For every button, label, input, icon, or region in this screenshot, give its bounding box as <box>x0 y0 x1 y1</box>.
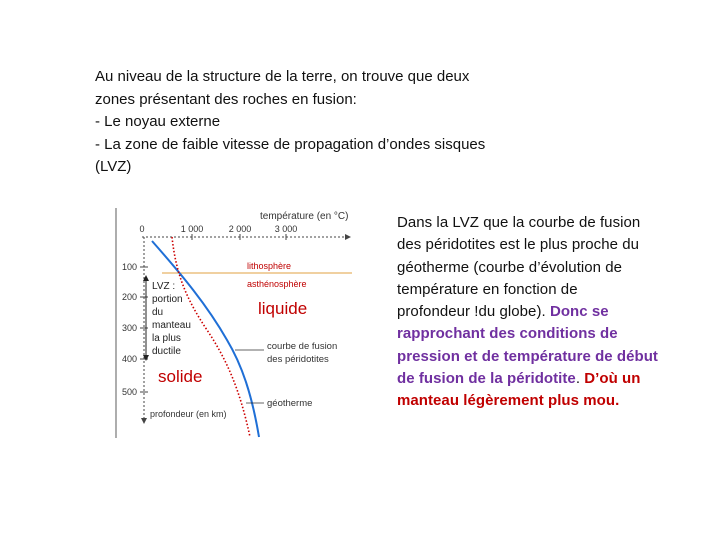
lvz-line-4: manteau <box>152 320 191 331</box>
intro-line-3: - Le noyau externe <box>95 113 221 130</box>
lvz-line-3: du <box>152 307 164 318</box>
temp-tick-0: 0 <box>139 224 145 234</box>
geotherm-figure <box>112 205 362 440</box>
explanation-line-2: des péridotites est le plus proche du <box>397 236 639 254</box>
explanation-line-5 <box>397 301 687 323</box>
explanation-line-6: rapprochant des conditions de <box>397 325 618 343</box>
lvz-line-2: portion <box>152 294 183 305</box>
depth-tick-200: 200 <box>122 292 138 302</box>
explanation-line-9: manteau légèrement plus mou. <box>397 392 620 410</box>
explanation-text <box>397 212 687 413</box>
lvz-line-1: LVZ : <box>152 281 176 292</box>
fusion-curve-label-2: des péridotites <box>267 354 329 365</box>
depth-tick-100: 100 <box>122 262 138 272</box>
asthenosphere-label: asthénosphère <box>247 279 307 289</box>
temp-tick-3000: 3 000 <box>274 224 298 234</box>
depth-axis-label: profondeur (en km) <box>150 409 227 419</box>
solid-region-label: solide <box>158 367 203 386</box>
temp-tick-2000: 2 000 <box>228 224 252 234</box>
intro-line-1: Au niveau de la structure de la terre, on trouve que deux <box>95 68 470 85</box>
depth-tick-500: 500 <box>122 387 138 397</box>
explanation-line-4: température en fonction de <box>397 280 578 298</box>
temperature-axis-label: température (en °C) <box>260 211 349 222</box>
lithosphere-label: lithosphère <box>247 261 292 271</box>
explanation-line-1: Dans la LVZ que la courbe de fusion <box>397 214 641 231</box>
explanation-line-8-black: . <box>575 370 585 388</box>
explanation-line-8 <box>397 368 687 390</box>
explanation-line-7: pression et de température de début <box>397 347 658 365</box>
lvz-line-5: la plus <box>152 333 181 344</box>
explanation-line-8-red: D’où un <box>584 370 641 388</box>
depth-tick-400: 400 <box>122 354 138 364</box>
geotherm-label: géotherme <box>267 398 313 409</box>
geotherm-diagram <box>112 205 362 440</box>
depth-tick-300: 300 <box>122 323 138 333</box>
explanation-line-5-black: profondeur !du globe). <box>397 303 550 321</box>
lvz-line-6: ductile <box>152 346 181 357</box>
liquid-region-label: liquide <box>258 299 308 318</box>
explanation-line-5-purple: Donc se <box>549 303 609 321</box>
fusion-curve-label-1: courbe de fusion <box>267 341 338 352</box>
explanation-line-8-purple: de fusion de la péridotite <box>397 370 576 388</box>
intro-line-5: (LVZ) <box>95 158 132 175</box>
temp-tick-1000: 1 000 <box>180 224 204 234</box>
intro-line-2: zones présentant des roches en fusion: <box>95 90 357 108</box>
intro-line-4: - La zone de faible vitesse de propagation d’ondes sisques <box>95 135 486 153</box>
explanation-line-3: géotherme (courbe d’évolution de <box>397 258 623 276</box>
intro-text <box>95 66 545 179</box>
